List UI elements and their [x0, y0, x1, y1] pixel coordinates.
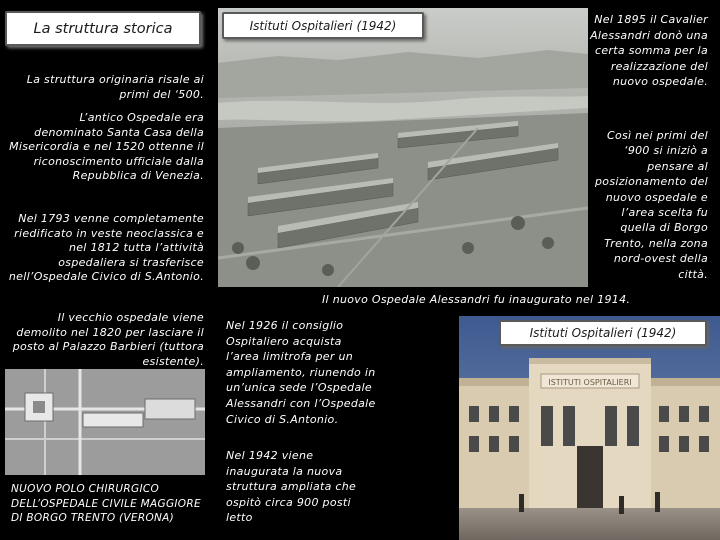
- inauguration-text: Il nuovo Ospedale Alessandri fu inaugurato nel 1914.: [322, 293, 631, 306]
- left-paragraph-1: La struttura originaria risale ai primi del ‘500.: [26, 73, 204, 101]
- left-paragraph-4: Il vecchio ospedale viene demolito nel 1820 per lasciare il posto al Palazzo Barbieri (tuttora esistente).: [12, 311, 204, 368]
- middle-paragraph-1: Nel 1926 il consiglio Ospitaliero acquista l’area limitrofa per un ampliamento, riunendo in un’unica sede l’Ospedale Alessandri con l’Ospedale Civico di S.Antonio.: [226, 319, 376, 426]
- bottom-photo-caption-box: [499, 320, 707, 346]
- left-paragraph-3: Nel 1793 venne completamente riedificato in veste neoclassica e nel 1812 tutta l’attività ospedaliera si trasferisce nell’Ospedale Civico di S.Antonio.: [8, 212, 204, 283]
- top-photo-caption: Istituti Ospitalieri (1942): [249, 18, 397, 33]
- title-box: [5, 11, 201, 46]
- top-photo-caption-box: [222, 12, 424, 39]
- site-plan-drawing: [5, 369, 205, 475]
- middle-paragraph-2: Nel 1942 viene inaugurata la nuova struttura ampliata che ospitò circa 900 posti letto: [226, 449, 357, 524]
- plan-caption: NUOVO POLO CHIRURGICO DELL’OSPEDALE CIVILE MAGGIORE DI BORGO TRENTO (VERONA): [11, 483, 201, 524]
- building-photo-1942: [459, 316, 720, 540]
- right-paragraph-2: Così nei primi del ‘900 si iniziò a pensare al posizionamento del nuovo ospedale e l’area scelta fu quella di Borgo Trento, nella zona nord-ovest della città.: [595, 129, 708, 281]
- left-paragraph-2: L’antico Ospedale era denominato Santa Casa della Misericordia e nel 1520 ottenne il riconoscimento ufficiale dalla Repubblica di Venezia.: [9, 111, 204, 182]
- right-paragraph-1: Nel 1895 il Cavalier Alessandri donò una certa somma per la realizzazione del nuovo ospedale.: [590, 13, 708, 88]
- bottom-photo-caption: Istituti Ospitalieri (1942): [529, 326, 677, 340]
- slide-title: La struttura storica: [33, 20, 173, 37]
- facade-sign: ISTITUTI OSPITALIERI: [548, 378, 632, 387]
- aerial-photo-1942: [218, 8, 588, 287]
